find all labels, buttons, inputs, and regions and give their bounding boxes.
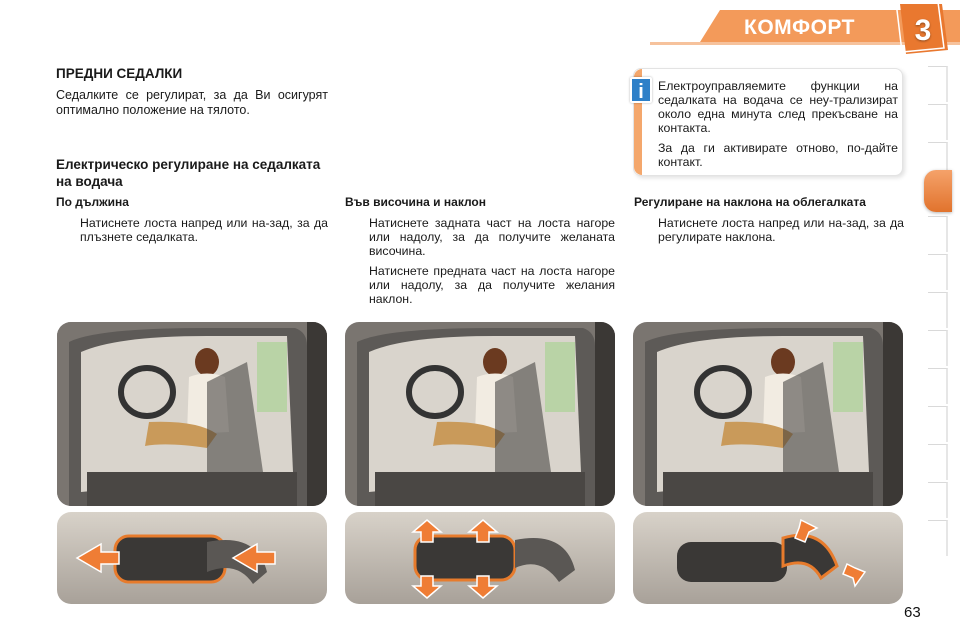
seat-control-closeup-lengthwise <box>57 512 327 604</box>
seat-control-closeup-backrest <box>633 512 903 604</box>
instruction-text: Натиснете предната част на лоста нагоре или надолу, за да получите желания наклон. <box>369 264 615 306</box>
column-heading: По дължина <box>56 195 129 209</box>
instruction-text: Натиснете лоста напред или на-зад, за да плъзнете седалката. <box>80 216 328 244</box>
chapter-number: 3 <box>914 14 932 47</box>
side-chapter-tabs <box>928 66 948 566</box>
side-tab[interactable] <box>928 520 948 556</box>
info-paragraph: За да ги активирате отново, по-дайте контакт. <box>658 141 898 169</box>
driver-seat-photo <box>57 322 327 506</box>
side-tab[interactable] <box>928 444 948 480</box>
info-text <box>658 79 898 175</box>
side-tab[interactable] <box>928 216 948 252</box>
instruction-item <box>56 216 328 244</box>
page-number: 63 <box>904 604 921 621</box>
instruction-item <box>634 216 904 244</box>
instruction-item <box>345 216 615 258</box>
side-tab[interactable] <box>928 66 948 102</box>
intro-text: Седалките се регулират, за да Ви осигурят оптимално положение на тялото. <box>56 88 328 117</box>
driver-seat-photo <box>633 322 903 506</box>
instruction-text: Натиснете задната част на лоста нагоре или надолу, за да получите желаната височина. <box>369 216 615 258</box>
instruction-item <box>345 264 615 306</box>
side-tab[interactable] <box>928 254 948 290</box>
column-heading: Във височина и наклон <box>345 195 487 209</box>
info-paragraph: Електроуправляемите функции на седалката на водача се неу-трализират около една минута след прекъсване на контакта. <box>658 79 898 135</box>
column-heading: Регулиране на наклона на облегалката <box>634 195 866 209</box>
subsection-title: Електрическо регулиране на седалката на водача <box>56 157 321 189</box>
chapter-title: КОМФОРТ <box>744 16 855 39</box>
side-tab[interactable] <box>928 368 948 404</box>
side-tab[interactable] <box>928 406 948 442</box>
instruction-text: Натиснете лоста напред или на-зад, за да регулирате наклона. <box>658 216 904 244</box>
column-height-tilt <box>345 195 615 312</box>
side-tab[interactable] <box>928 104 948 140</box>
column-backrest <box>634 195 904 250</box>
driver-seat-photo <box>345 322 615 506</box>
info-icon: i <box>630 77 652 103</box>
side-tab-active[interactable] <box>924 170 952 212</box>
seat-control-closeup-height-tilt <box>345 512 615 604</box>
info-box <box>633 68 903 176</box>
side-tab[interactable] <box>928 292 948 328</box>
section-title: ПРЕДНИ СЕДАЛКИ <box>56 66 183 81</box>
column-lengthwise <box>56 195 328 250</box>
side-tab[interactable] <box>928 330 948 366</box>
side-tab[interactable] <box>928 482 948 518</box>
